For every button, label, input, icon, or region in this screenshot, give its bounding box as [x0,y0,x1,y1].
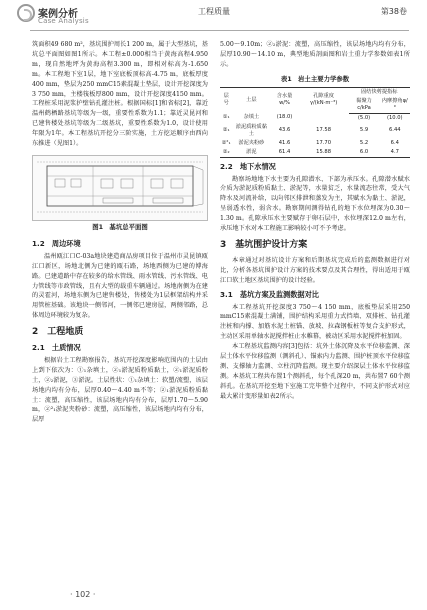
table-header: 含水量w/% [270,87,298,113]
table-cell: 6.0 [349,148,380,158]
table-cell: 6.44 [389,127,401,134]
table-row [220,148,410,158]
table-cell: ②₂ [220,148,232,158]
volume-number: 第38卷 [380,7,407,16]
table-row [220,113,410,123]
journal-logo [17,4,35,22]
table-cell: ②²₁ [221,139,231,146]
table-cell: 淤泥夹粉砂 [238,139,265,146]
paragraph: 温州瓯江口C-03a地块建造商品房项目位于温州市灵昆镇瓯江口新区，场地北侧为已建的瓯石路，场地西侧为已建的博海路。已建道路中存在较多的给水管线、雨水管线、污水管线、电力管线等市政管线，且有大型的载重车辆通过。场地南侧为在建的灵霍河，场地东侧为已建售楼处，售楼处为1层框架结构并采用管桩基础。该地块一侧邻河，一侧邻已建房屋，两侧邻路，总体周边环境较为复杂。 [32,252,208,320]
table-row [220,123,410,139]
table-header: 孔隙重度γ/(kN·m⁻³) [299,87,349,113]
table-cell: 5.2 [359,139,369,146]
table-cell: 41.6 [278,139,291,146]
section-heading: 2.2 地下水情况 [220,161,276,171]
paragraph: 本工程基坑监测内容[3]包括：坑外土体沉降及水平位移监测、深层土体水平位移监测（测斜孔）、锚索内力监测、围护桩顶水平位移监测、支撑轴力监测、立柱沉降监测。现主要介绍深层土体水平位移监测。本基坑工程共布置1个测斜孔，每个孔深20 m，共布置7 60个测斜孔。在基坑开挖至地下室施工完毕整个过程中，不同支护形式对应最大累计变形量如表2所示。 [220,343,410,400]
table-header: 土层 [232,87,270,113]
section-heading: 3 基坑围护设计方案 [220,239,308,250]
table-cell: (10.0) [386,114,403,121]
table-cell: 5.9 [359,127,369,134]
table-cell: ①₁ [222,114,230,121]
left-column [32,40,208,425]
table-cell: 61.4 [270,148,298,158]
right-column [220,40,410,402]
table-header: 层号 [220,87,232,113]
section-title: 案例分析 [38,9,78,20]
paragraph: 5.00～9.10m；②₂淤泥：流塑，高压缩性，该层场地内均有分布，层厚10.90～14.10 m，典型地质剖面图和岩土重力学参数如表1所示。 [220,41,410,68]
site-plan-figure [32,155,208,221]
figure-caption: 图1 基坑总平面图 [92,222,148,231]
table-subheader: 黏聚力c/kPa [349,97,380,114]
section-heading: 2.1 土质情况 [32,343,81,353]
page-number: · 102 · [70,590,96,599]
site-plan-drawing [33,156,207,220]
paragraph: 本章通过对基坑设计方案和后期基坑完成后的监测数据进行对比，分析各基坑围护设计方案的技术要点及其合理性，得出适用于瓯江口软土地区基坑围护的设计经验。 [220,256,410,284]
table-subheader: 内摩擦角φ/° [380,97,410,114]
paragraph: 本工程基坑开挖深度3 750～4 150 mm，底板垫层采用250 mmC15素混凝土满铺，围护结构采用重力式挡墙、双排桩、钻孔灌注桩和内撑、加筋水泥土桩锚、放坡、拉森钢板桩等复合支护形式，主动区采用单轴水泥搅拌桩止水帷幕，被动区采用水泥搅拌桩加固。 [220,303,410,341]
table-cell: 4.7 [380,148,410,158]
paragraph: 根据岩土工程勘察报告，基坑开挖深度影响范围内的土层由上到下依次为：①₁杂填土，②₁淤泥质粉质黏土，②₁淤泥质粉土，②₂淤泥，③淤泥。土层性状：①₁杂填土：软塑/流塑，该层场地内均有分布，层厚0.40～4.40 m不等；②₁淤泥质粉质黏土：流塑，高压缩性，该层场地内均有分布，层厚1.70～5.90 m，②²₁淤泥夹粉砂：流塑，高压缩性，该层场地内均有分布，层厚 [32,356,208,424]
table-cell: 淤泥质粉质黏土 [235,123,267,137]
page-header [0,0,427,34]
journal-name: 工程质量 [198,7,230,16]
table-cell: 17.70 [316,139,332,146]
table-cell: (5.0) [357,114,371,121]
section-heading: 3.1 基坑方案及监测数据对比 [220,289,319,299]
header-divider [30,30,409,31]
paragraph: 勘察场地地下水主要为孔隙潜水、下部为承压水。孔隙潜水赋水介质为淤泥质粉质黏土、淤泥等，水量贫乏，水量流态往常，受大气降水及河流补给，以向邻区排泄和蒸发为主，其赋水为黏土、淤泥，呈弱透水性，弱含水。勘察期间测得钻孔的地下水位埋深为0.30～1.30 m。孔隙承压水主要赋存于卵石层中，水位埋深12.0 m左右，承压地下水对本工程施工影响较小可不予考虑。 [220,175,410,233]
section-subtitle: Case Analysis [38,17,89,25]
table-cell: 17.58 [316,127,332,134]
table-cell: 淤泥 [232,148,270,158]
table-cell: 杂填土 [243,114,260,121]
paragraph: 筑面积49 680 m²，基坑围护周长1 200 m，属于大型基坑，基坑总平面图如图1所示。本工程±0.000相当于黄海高程4.950 m，现自然地坪为黄海高程3.300 m，即相对标高为-1.650 m。本工程地下室1层，地下室底板顶标高-4.75 m，底板厚度400 mm，垫层为250 mmC15素混凝土垫层，设计开挖深度为3 750 mm，主楼筏板厚800 mm，设计开挖深度4150 mm。工程桩采用泥浆护壁钻孔灌注桩。根据国标[1]和省标[2]，靠近温州鹤栖路基坑等级为一级，重要性系数为1.1；靠近灵昆河和已建售楼处基坑等级为二级基坑，重要性系数为1.0，设计使用年限为1年。本工程基坑开挖分三阶实施，土方挖运顺序由西向东推进（见图1）。 [32,41,208,148]
section-heading: 2 工程地质 [32,327,84,338]
table-cell [299,113,349,123]
table-cell: 6.4 [390,139,399,146]
table-header: 固结快剪提指标 [349,87,411,97]
table-cell: (18.0) [276,114,293,121]
table-row [220,139,410,148]
table-cell: 43.6 [278,127,291,134]
table-cell: 15.88 [299,148,349,158]
soil-parameter-table [220,87,410,158]
table-caption: 表1 岩土主要力学参数 [280,74,350,83]
section-heading: 1.2 周边环境 [32,238,81,248]
table-cell: ②₁ [222,127,230,134]
